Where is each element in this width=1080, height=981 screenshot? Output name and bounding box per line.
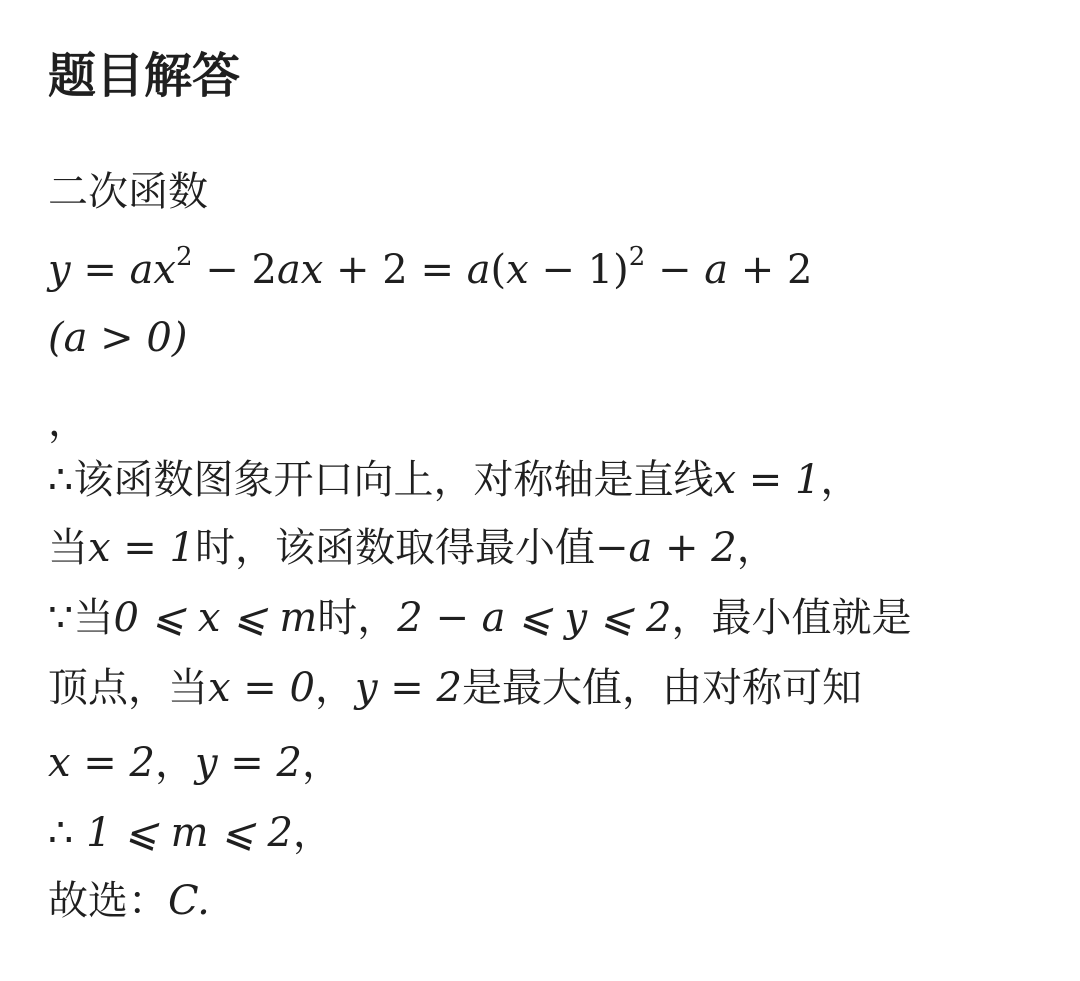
eq-x2: x bbox=[506, 247, 529, 293]
eq-plus-2-equals: + 2 = bbox=[323, 247, 467, 293]
eq-minus-2: − 2 bbox=[192, 247, 277, 293]
symmetry-line bbox=[48, 733, 342, 793]
range-line bbox=[48, 588, 911, 648]
eq-exponent-2: 2 bbox=[628, 242, 646, 272]
vertex-line bbox=[48, 658, 862, 718]
equation-line bbox=[48, 240, 813, 305]
when-x-value: x = 1 bbox=[88, 525, 195, 571]
vertex-x: x = 0 bbox=[208, 665, 315, 711]
intro-line: 二次函数 bbox=[48, 169, 208, 215]
vertex-y: y = 2 bbox=[354, 665, 462, 711]
m-range: 1 ⩽ m ⩽ 2 bbox=[73, 810, 293, 856]
vertex-rest: 是最大值，由对称可知 bbox=[461, 665, 862, 711]
eq-minus-a-op: − bbox=[645, 247, 705, 293]
eq-exponent-1: 2 bbox=[175, 242, 193, 272]
eq-y: y bbox=[48, 247, 71, 293]
answer-label: 故选： bbox=[48, 878, 168, 924]
because-time: 时， bbox=[317, 595, 398, 641]
eq-plus-2: + 2 bbox=[728, 247, 813, 293]
y-range: 2 − a ⩽ y ⩽ 2 bbox=[397, 595, 672, 641]
answer-line bbox=[48, 871, 210, 931]
answer-value: C. bbox=[168, 878, 210, 924]
sym-end: ， bbox=[301, 740, 342, 786]
sym-y: y = 2 bbox=[194, 740, 302, 786]
eq-x1: x bbox=[153, 247, 176, 293]
eq-equals-1: = bbox=[70, 247, 130, 293]
comma-line: ， bbox=[48, 399, 88, 445]
eq-a2: a bbox=[466, 247, 491, 293]
when-text: 当 bbox=[48, 525, 88, 571]
axis-equation: x = 1 bbox=[713, 457, 821, 503]
vertex-text: 顶点，当 bbox=[48, 665, 208, 711]
therefore-end: ， bbox=[292, 810, 333, 856]
therefore-symbol: ∴ bbox=[48, 810, 74, 856]
because-rest: ，最小值就是 bbox=[671, 595, 912, 641]
when-rest: 时，该函数取得最小值 bbox=[194, 525, 595, 571]
conclusion-end: ， bbox=[820, 457, 861, 503]
when-end: ， bbox=[736, 525, 777, 571]
minimum-value: −a + 2 bbox=[594, 525, 737, 571]
conclusion-text: ∴该函数图象开口向上，对称轴是直线 bbox=[48, 457, 714, 503]
therefore-line bbox=[48, 803, 333, 863]
x-range: 0 ⩽ x ⩽ m bbox=[113, 595, 318, 641]
conclusion-line-1 bbox=[48, 450, 860, 510]
eq-a1: a bbox=[129, 247, 154, 293]
eq-paren-open: ( bbox=[490, 247, 507, 293]
eq-ax: ax bbox=[276, 247, 324, 293]
because-symbol: ∵当 bbox=[48, 595, 114, 641]
condition-line: (a > 0) bbox=[48, 315, 188, 361]
eq-minus-one: − 1 bbox=[528, 247, 614, 293]
page-title: 题目解答 bbox=[48, 48, 241, 104]
sym-x: x = 2 bbox=[48, 740, 155, 786]
eq-paren-close: ) bbox=[613, 247, 629, 293]
vertex-comma: ， bbox=[314, 665, 355, 711]
minimum-line bbox=[48, 518, 777, 578]
eq-a3: a bbox=[704, 247, 729, 293]
sym-comma: ， bbox=[154, 740, 195, 786]
